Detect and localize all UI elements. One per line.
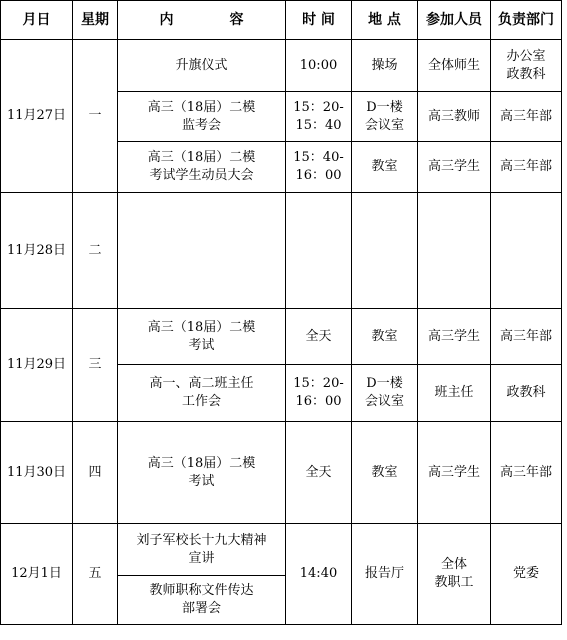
attendees-cell: 高三教师 — [418, 92, 491, 142]
header-weekday: 星期 — [73, 1, 118, 40]
time-cell: 15：40- 16：00 — [286, 142, 352, 193]
attendees-cell: 高三学生 — [418, 142, 491, 193]
department-cell: 政教科 — [491, 365, 562, 422]
time-cell: 10:00 — [286, 40, 352, 92]
attendees-cell: 班主任 — [418, 365, 491, 422]
time-cell: 15：20- 16：00 — [286, 365, 352, 422]
time-cell — [286, 193, 352, 309]
place-cell: D一楼 会议室 — [352, 365, 418, 422]
weekday-cell: 五 — [73, 524, 118, 625]
department-cell: 高三年部 — [491, 92, 562, 142]
weekday-cell: 四 — [73, 422, 118, 524]
department-cell: 党委 — [491, 524, 562, 625]
time-cell: 14:40 — [286, 524, 352, 625]
table-row — [1, 309, 562, 365]
place-cell: D一楼 会议室 — [352, 92, 418, 142]
content-cell: 高三（18届）二模 考试 — [118, 422, 286, 524]
table-row — [1, 524, 562, 576]
content-cell: 高三（18届）二模 考试 — [118, 309, 286, 365]
time-cell: 全天 — [286, 309, 352, 365]
weekday-cell: 二 — [73, 193, 118, 309]
date-cell: 11月29日 — [1, 309, 73, 422]
content-cell: 教师职称文件传达 部署会 — [118, 576, 286, 625]
attendees-cell — [418, 193, 491, 309]
department-cell: 高三年部 — [491, 309, 562, 365]
date-cell: 11月27日 — [1, 40, 73, 193]
date-cell: 11月30日 — [1, 422, 73, 524]
place-cell: 操场 — [352, 40, 418, 92]
header-attendees: 参加人员 — [418, 1, 491, 40]
header-time: 时 间 — [286, 1, 352, 40]
table-row — [1, 40, 562, 92]
date-cell: 11月28日 — [1, 193, 73, 309]
table-row — [1, 422, 562, 524]
time-cell: 全天 — [286, 422, 352, 524]
header-row — [1, 1, 562, 40]
content-cell: 高一、高二班主任 工作会 — [118, 365, 286, 422]
header-department: 负责部门 — [491, 1, 562, 40]
content-cell: 高三（18届）二模 监考会 — [118, 92, 286, 142]
department-cell — [491, 193, 562, 309]
place-cell — [352, 193, 418, 309]
content-cell — [118, 193, 286, 309]
table-row — [1, 193, 562, 309]
content-cell: 升旗仪式 — [118, 40, 286, 92]
date-cell: 12月1日 — [1, 524, 73, 625]
header-content: 内 容 — [118, 1, 286, 40]
content-cell: 高三（18届）二模 考试学生动员大会 — [118, 142, 286, 193]
place-cell: 教室 — [352, 142, 418, 193]
department-cell: 高三年部 — [491, 422, 562, 524]
attendees-cell: 全体师生 — [418, 40, 491, 92]
attendees-cell: 高三学生 — [418, 309, 491, 365]
place-cell: 报告厅 — [352, 524, 418, 625]
header-date: 月日 — [1, 1, 73, 40]
department-cell: 高三年部 — [491, 142, 562, 193]
header-place: 地 点 — [352, 1, 418, 40]
content-cell: 刘子军校长十九大精神 宣讲 — [118, 524, 286, 576]
attendees-cell: 全体 教职工 — [418, 524, 491, 625]
weekday-cell: 三 — [73, 309, 118, 422]
attendees-cell: 高三学生 — [418, 422, 491, 524]
place-cell: 教室 — [352, 422, 418, 524]
department-cell: 办公室 政教科 — [491, 40, 562, 92]
weekday-cell: 一 — [73, 40, 118, 193]
place-cell: 教室 — [352, 309, 418, 365]
time-cell: 15：20- 15：40 — [286, 92, 352, 142]
